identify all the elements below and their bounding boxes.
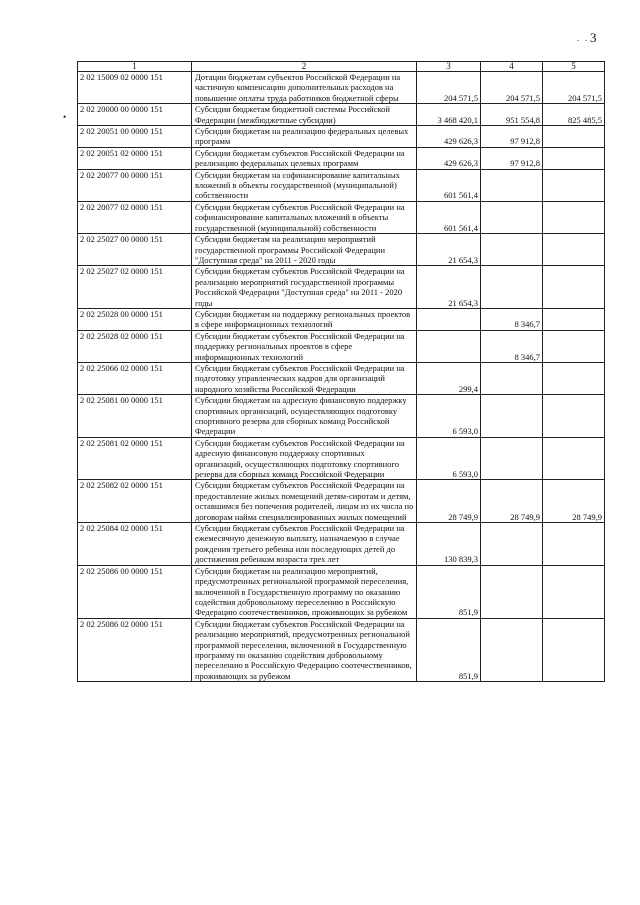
amount-col5-cell [543,523,605,566]
budget-code-cell: 2 02 20077 02 0000 151 [78,201,192,233]
budget-code-cell: 2 02 25082 02 0000 151 [78,480,192,523]
amount-col5-cell [543,266,605,309]
amount-col3-cell: 601 561,4 [417,201,481,233]
amount-col4-cell [481,234,543,266]
income-name-cell: Субсидии бюджетам на софинансирование капитальных вложений в объекты государственной (муниципальной) собственности [192,169,417,201]
amount-col3-cell [417,330,481,362]
budget-code-cell: 2 02 25086 02 0000 151 [78,618,192,681]
amount-col3-cell: 21 654,3 [417,266,481,309]
amount-col4-cell [481,437,543,480]
budget-code-cell: 2 02 20077 00 0000 151 [78,169,192,201]
amount-col4-cell: 28 749,9 [481,480,543,523]
income-name-cell: Субсидии бюджетам субъектов Российской Федерации на софинансирование капитальных вложений в объекты государственной (муниципальной) собственности [192,201,417,233]
income-name-cell: Субсидии бюджетам субъектов Российской Федерации на поддержку региональных проектов в сфере информационных технологий [192,330,417,362]
budget-code-cell: 2 02 25028 02 0000 151 [78,330,192,362]
amount-col3-cell: 6 593,0 [417,395,481,438]
amount-col3-cell: 429 626,3 [417,126,481,148]
amount-col4-cell [481,169,543,201]
income-name-cell: Субсидии бюджетам на реализацию федеральных целевых программ [192,126,417,148]
amount-col3-cell: 851,9 [417,565,481,618]
table-row [78,72,605,104]
amount-col3-cell: 299,4 [417,362,481,394]
amount-col5-cell [543,565,605,618]
table-row [78,266,605,309]
budget-code-cell: 2 02 20000 00 0000 151 [78,104,192,126]
budget-code-cell: 2 02 25027 00 0000 151 [78,234,192,266]
income-name-cell: Субсидии бюджетам субъектов Российской Федерации на реализацию мероприятий, предусмотренных региональной программой переселения, включенной в Государственную программу по оказанию содействия добровольному переселению в Российскую Федерацию соотечественников, проживающих за рубежом [192,618,417,681]
amount-col5-cell: 825 485,5 [543,104,605,126]
table-row [78,523,605,566]
amount-col3-cell: 204 571,5 [417,72,481,104]
amount-col4-cell: 8 346,7 [481,308,543,330]
income-name-cell: Субсидии бюджетам субъектов Российской Федерации на реализацию мероприятий государственной программы Российской Федерации "Доступная среда" на 2011 - 2020 годы [192,266,417,309]
budget-code-cell: 2 02 25084 02 0000 151 [78,523,192,566]
column-header: 5 [543,62,605,72]
income-name-cell: Субсидии бюджетам субъектов Российской Федерации на подготовку управленческих кадров для организаций народного хозяйства Российской Федерации [192,362,417,394]
amount-col3-cell: 851,9 [417,618,481,681]
table-row [78,201,605,233]
income-name-cell: Субсидии бюджетам субъектов Российской Федерации на предоставление жилых помещений детям-сиротам и детям, оставшимся без попечения родителей, лицам из их числа по договорам найма специализированных жилых помещений [192,480,417,523]
table-row [78,395,605,438]
amount-col3-cell [417,308,481,330]
table-row [78,565,605,618]
budget-code-cell: 2 02 25028 00 0000 151 [78,308,192,330]
income-name-cell: Субсидии бюджетам на реализацию мероприятий, предусмотренных региональной программой переселения, включенной в Государственную программу по оказанию содействия добровольному переселению в Российскую Федерацию соотечественников, проживающих за рубежом [192,565,417,618]
amount-col4-cell [481,362,543,394]
amount-col5-cell [543,201,605,233]
income-name-cell: Субсидии бюджетам на реализацию мероприятий государственной программы Российской Федерации "Доступная среда" на 2011 - 2020 годы [192,234,417,266]
amount-col4-cell [481,565,543,618]
column-header: 1 [78,62,192,72]
column-header: 2 [192,62,417,72]
income-name-cell: Субсидии бюджетам субъектов Российской Федерации на адресную финансовую поддержку спортивных организаций, осуществляющих подготовку спортивного резерва для сборных команд Российской Федерации [192,437,417,480]
amount-col5-cell [543,126,605,148]
budget-code-cell: 2 02 25027 02 0000 151 [78,266,192,309]
table-row [78,126,605,148]
income-name-cell: Субсидии бюджетам бюджетной системы Российской Федерации (межбюджетные субсидии) [192,104,417,126]
table-row [78,169,605,201]
amount-col3-cell: 429 626,3 [417,147,481,169]
table-row [78,147,605,169]
budget-code-cell: 2 02 20051 02 0000 151 [78,147,192,169]
income-name-cell: Субсидии бюджетам на адресную финансовую поддержку спортивных организаций, осуществляющих подготовку спортивного резерва для сборных команд Российской Федерации [192,395,417,438]
budget-table [77,61,605,682]
budget-code-cell: 2 02 25081 00 0000 151 [78,395,192,438]
amount-col4-cell [481,395,543,438]
page-number: 3 [590,30,597,45]
table-row [78,437,605,480]
column-number-row [78,62,605,72]
amount-col5-cell [543,362,605,394]
budget-code-cell: 2 02 20051 00 0000 151 [78,126,192,148]
amount-col5-cell: 204 571,5 [543,72,605,104]
table-row [78,618,605,681]
amount-col3-cell: 28 749,9 [417,480,481,523]
income-name-cell: Дотации бюджетам субъектов Российской Федерации на частичную компенсацию дополнительных расходов на повышение оплаты труда работников бюджетной сферы [192,72,417,104]
table-row [78,234,605,266]
table-row [78,480,605,523]
amount-col3-cell: 21 654,3 [417,234,481,266]
amount-col5-cell [543,437,605,480]
income-name-cell: Субсидии бюджетам субъектов Российской Федерации на реализацию федеральных целевых программ [192,147,417,169]
budget-code-cell: 2 02 25081 02 0000 151 [78,437,192,480]
budget-code-cell: 2 02 25086 00 0000 151 [78,565,192,618]
amount-col5-cell [543,395,605,438]
amount-col4-cell [481,201,543,233]
amount-col3-cell: 130 839,3 [417,523,481,566]
column-header: 4 [481,62,543,72]
amount-col5-cell [543,618,605,681]
amount-col4-cell [481,618,543,681]
amount-col5-cell [543,330,605,362]
table-row [78,362,605,394]
header-dots: . . [577,34,589,43]
budget-code-cell: 2 02 25066 02 0000 151 [78,362,192,394]
amount-col5-cell [543,308,605,330]
amount-col4-cell: 97 912,8 [481,147,543,169]
amount-col5-cell: 28 749,9 [543,480,605,523]
income-name-cell: Субсидии бюджетам на поддержку региональных проектов в сфере информационных технологий [192,308,417,330]
amount-col4-cell: 951 554,8 [481,104,543,126]
amount-col5-cell [543,147,605,169]
amount-col4-cell [481,523,543,566]
column-header: 3 [417,62,481,72]
income-name-cell: Субсидии бюджетам субъектов Российской Федерации на ежемесячную денежную выплату, назначаемую в случае рождения третьего ребенка или последующих детей до достижения ребенком возраста трех лет [192,523,417,566]
amount-col3-cell: 6 593,0 [417,437,481,480]
amount-col4-cell: 97 912,8 [481,126,543,148]
amount-col4-cell [481,266,543,309]
amount-col4-cell: 204 571,5 [481,72,543,104]
table-body [78,72,605,682]
amount-col3-cell: 3 468 420,1 [417,104,481,126]
budget-code-cell: 2 02 15009 02 0000 151 [78,72,192,104]
amount-col4-cell: 8 346,7 [481,330,543,362]
table-row [78,330,605,362]
margin-mark: • [63,112,67,122]
amount-col5-cell [543,169,605,201]
amount-col5-cell [543,234,605,266]
table-row [78,104,605,126]
amount-col3-cell: 601 561,4 [417,169,481,201]
table-row [78,308,605,330]
